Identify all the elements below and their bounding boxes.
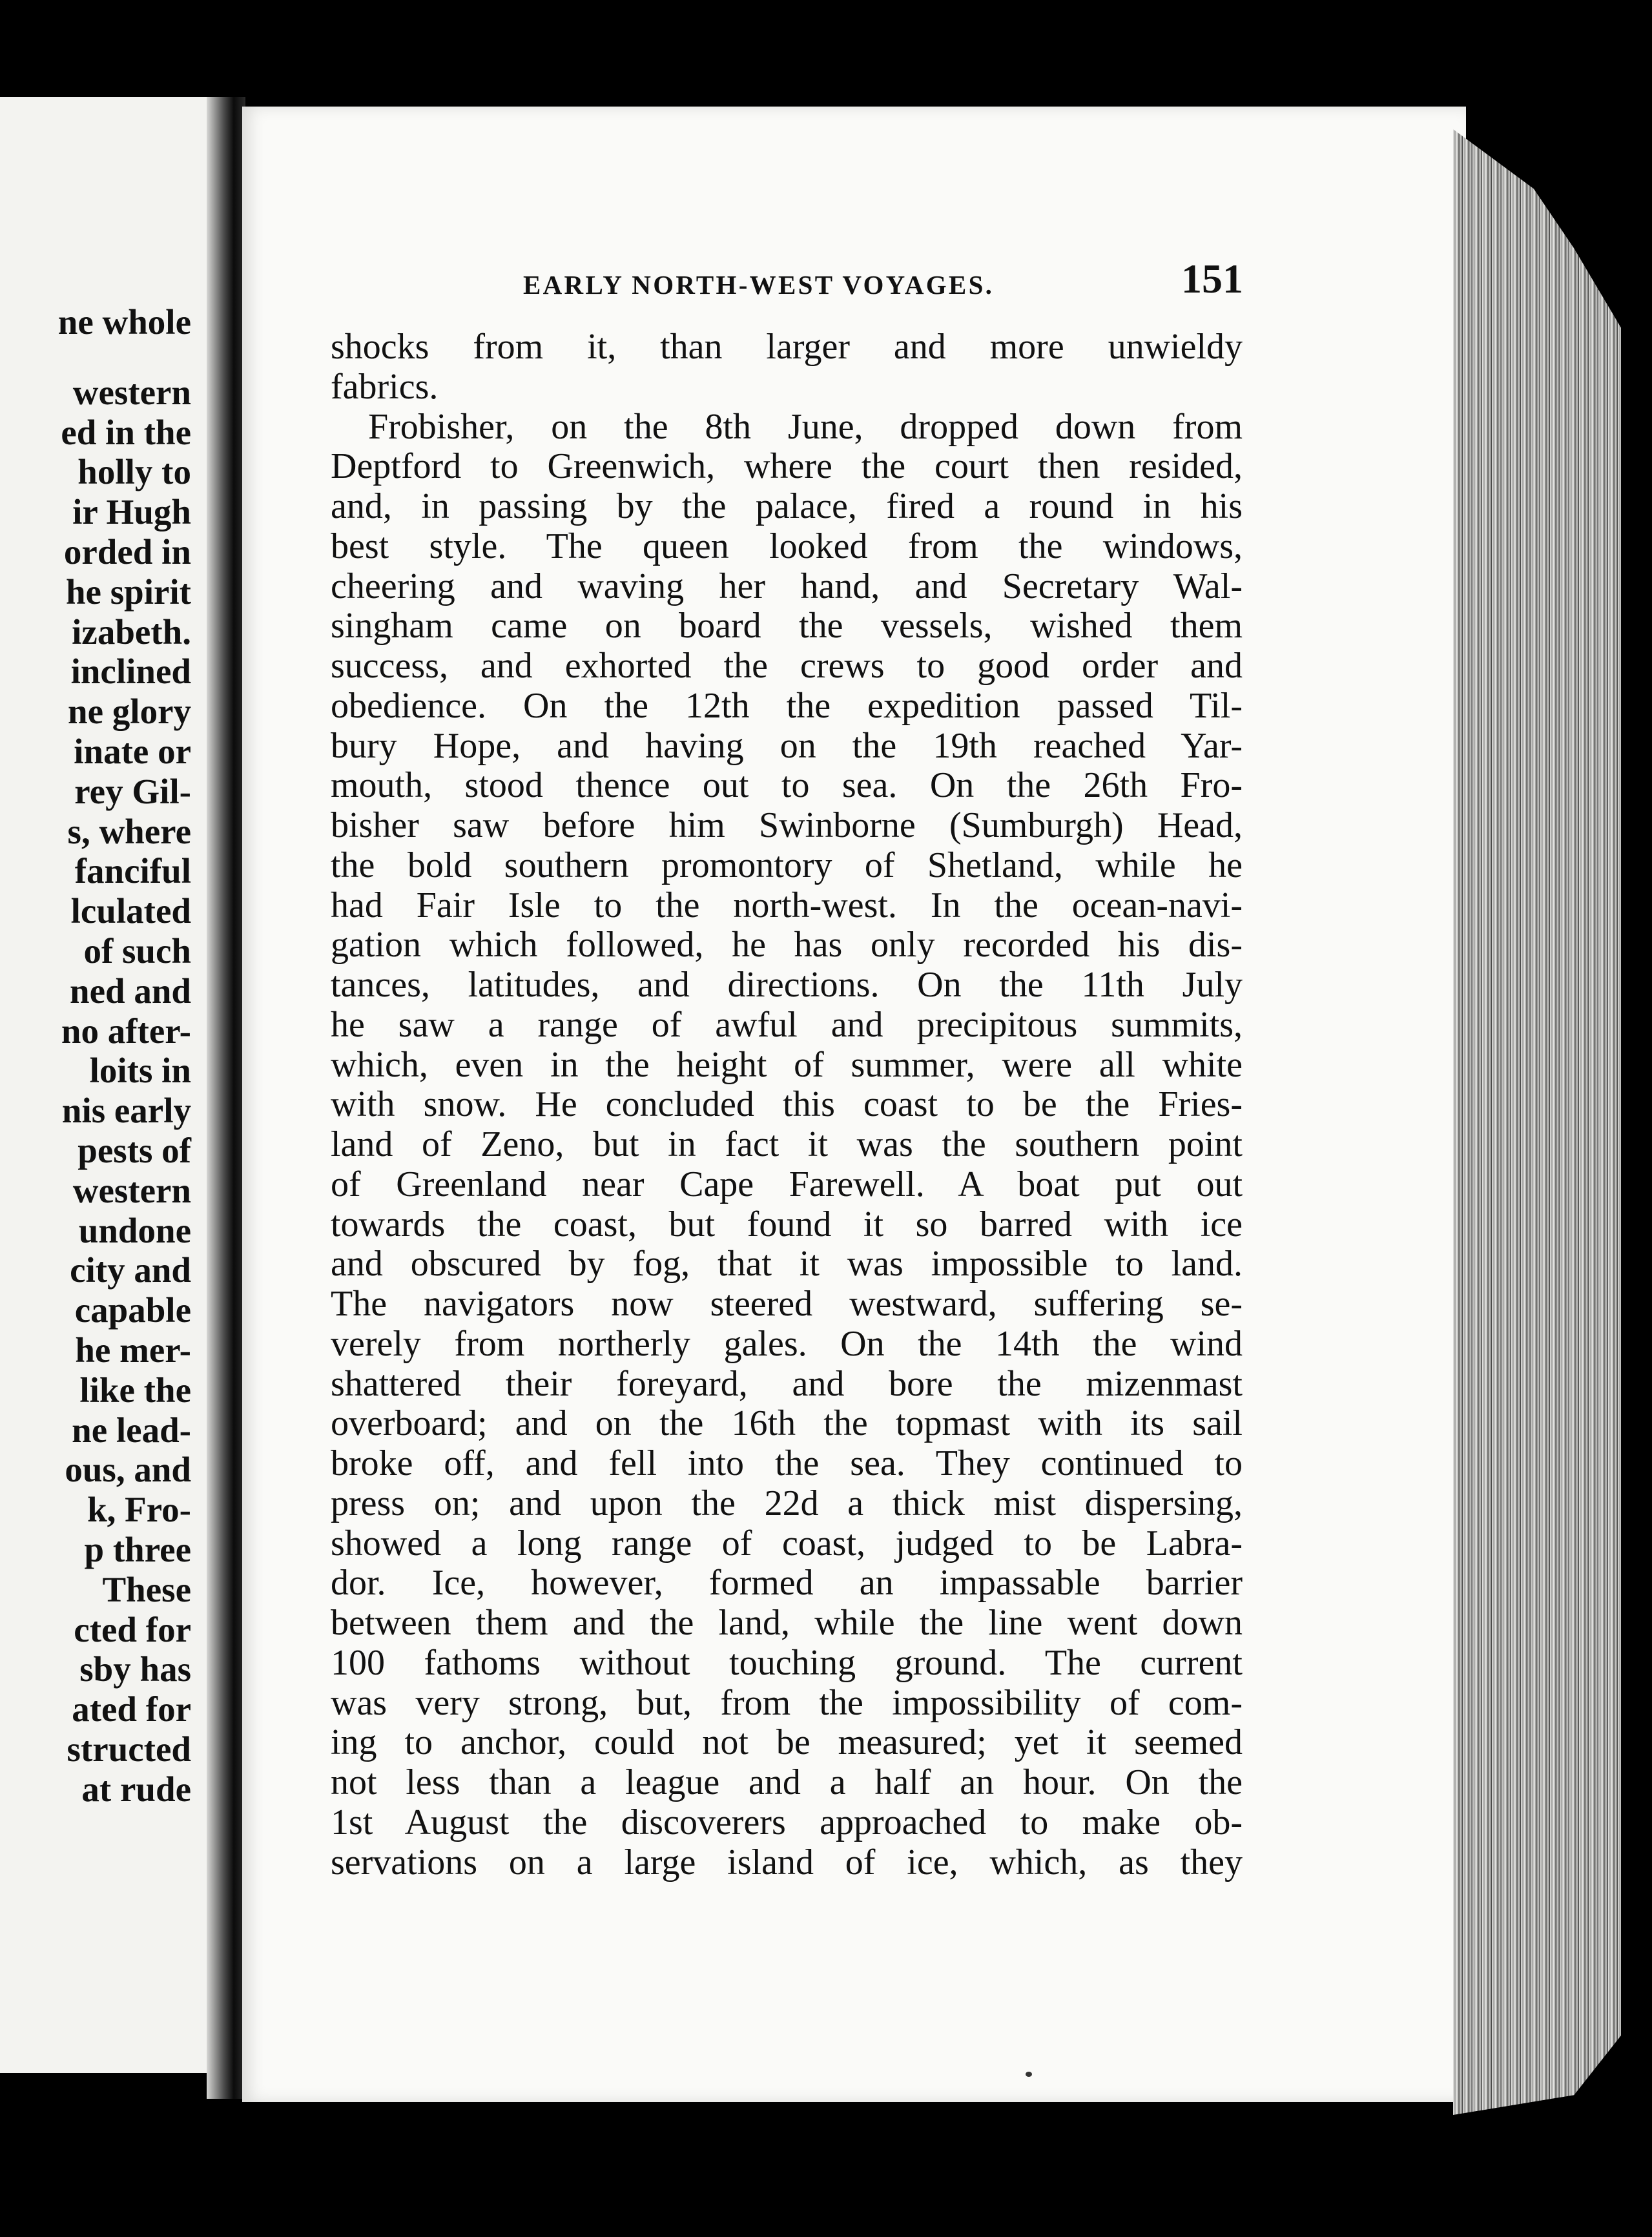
facing-page-line: k, Fro- [87,1490,191,1530]
facing-page-line: p three [84,1529,191,1569]
text-line: servations on a large island of ice, which, as they [331,1842,1243,1882]
running-head: EARLY NORTH-WEST VOYAGES. [523,270,995,300]
text-line: not less than a league and a half an hour. On the [331,1763,1243,1802]
facing-page-line: izabeth. [72,612,191,652]
facing-page-line: pests of [77,1130,191,1170]
text-line: broke off, and fell into the sea. They continued to [331,1444,1243,1483]
text-line: the bold southern promontory of Shetland, while he [331,845,1243,885]
text-line: 100 fathoms without touching ground. The current [331,1643,1243,1683]
facing-page-line: he spirit [65,572,191,612]
text-line: bisher saw before him Swinborne (Sumburgh) Head, [331,806,1243,845]
facing-page-line: city and [70,1250,191,1290]
facing-page-line: ne glory [68,692,191,732]
facing-page-line: ne lead- [72,1410,191,1450]
text-line: bury Hope, and having on the 19th reached Yar- [331,726,1243,766]
text-line: he saw a range of awful and precipitous summits, [331,1005,1243,1045]
page-number: 151 [1181,256,1243,302]
facing-page-line: holly to [77,452,191,492]
facing-page-line: ous, and [65,1450,191,1490]
text-line: Frobisher, on the 8th June, dropped down from [368,407,1243,447]
facing-page [0,97,220,2073]
text-line: success, and exhorted the crews to good order and [331,646,1243,686]
text-line: between them and the land, while the line went down [331,1603,1243,1643]
facing-page-line: structed [67,1729,191,1769]
text-line: shattered their foreyard, and bore the mizenmast [331,1364,1243,1404]
facing-page-line: inclined [70,652,191,692]
text-line: which, even in the height of summer, were all white [331,1045,1243,1085]
text-line: towards the coast, but found it so barred with ice [331,1204,1243,1244]
facing-page-line: cted for [74,1609,191,1649]
text-line: Deptford to Greenwich, where the court then resided, [331,447,1243,487]
text-line: fabrics. [331,367,439,407]
text-line: The navigators now steered westward, suffering se- [331,1284,1243,1324]
facing-page-line: loits in [89,1051,191,1091]
text-line: of Greenland near Cape Farewell. A boat put out [331,1164,1243,1204]
text-line: best style. The queen looked from the windows, [331,526,1243,566]
facing-page-line: ne whole [57,302,191,342]
facing-page-line: ir Hugh [72,492,191,532]
text-line: ing to anchor, could not be measured; yet it seemed [331,1723,1243,1763]
text-line: land of Zeno, but in fact it was the southern point [331,1125,1243,1164]
book-gutter [207,97,245,2099]
page-header [523,255,1243,307]
facing-page-line: of such [83,931,191,971]
facing-page-line: orded in [63,531,191,572]
facing-page-line: he mer- [75,1330,191,1370]
facing-page-line: These [102,1569,191,1609]
text-line: gation which followed, he has only recorded his dis- [331,925,1243,965]
text-line: overboard; and on the 16th the topmast with its sail [331,1404,1243,1444]
facing-page-line: nis early [61,1091,191,1131]
page-fore-edge [1453,129,1621,2115]
facing-page-line: ated for [72,1689,191,1729]
text-line: obedience. On the 12th the expedition passed Til- [331,686,1243,726]
facing-page-line: lculated [70,891,191,931]
facing-page-text [58,302,191,1809]
facing-page-line: ed in the [61,412,191,452]
text-line: mouth, stood thence out to sea. On the 26th Fro- [331,766,1243,806]
facing-page-line: s, where [67,811,191,851]
facing-page-line: inate or [74,731,191,771]
text-line: had Fair Isle to the north-west. In the ocean-navi- [331,885,1243,925]
facing-page-line: capable [74,1290,191,1330]
text-line: singham came on board the vessels, wished them [331,606,1243,646]
text-line: press on; and upon the 22d a thick mist dispersing, [331,1483,1243,1523]
text-line: 1st August the discoverers approached to make ob- [331,1802,1243,1842]
facing-page-line: no after- [61,1011,191,1051]
text-line: shocks from it, than larger and more unwieldy [331,327,1243,367]
ink-speck [1026,2072,1032,2077]
text-line: tances, latitudes, and directions. On the 11th July [331,965,1243,1005]
facing-page-line: western [72,372,191,412]
facing-page-line: sby has [79,1649,191,1689]
facing-page-line: like the [79,1370,191,1410]
facing-page-line: undone [78,1210,191,1250]
text-line: and obscured by fog, that it was impossible to land. [331,1244,1243,1284]
text-line: and, in passing by the palace, fired a round in his [331,487,1243,526]
facing-page-line: rey Gil- [74,771,191,811]
facing-page-line: western [72,1170,191,1210]
text-line: cheering and waving her hand, and Secretary Wal- [331,566,1243,606]
text-line: with snow. He concluded this coast to be the Fries- [331,1085,1243,1125]
facing-page-line: ned and [69,971,191,1011]
text-line: was very strong, but, from the impossibility of com- [331,1683,1243,1723]
text-line: verely from northerly gales. On the 14th the wind [331,1324,1243,1364]
facing-page-line: fanciful [74,851,191,891]
text-line: dor. Ice, however, formed an impassable barrier [331,1563,1243,1603]
body-text [331,327,1243,1882]
text-line: showed a long range of coast, judged to be Labra- [331,1523,1243,1563]
facing-page-line: at rude [81,1769,191,1809]
